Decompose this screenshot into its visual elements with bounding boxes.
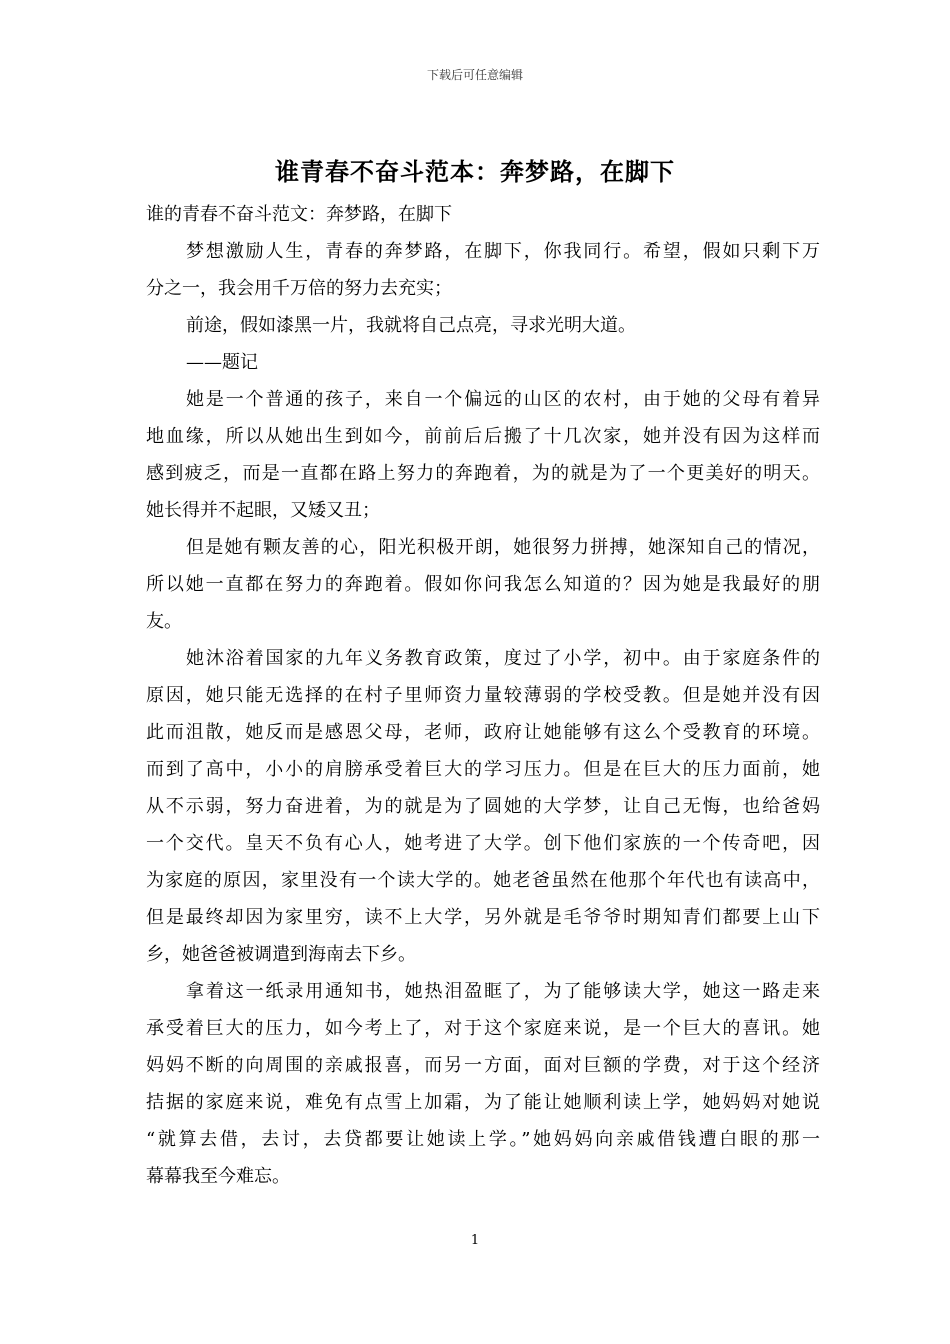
paragraph-line: 地血缘，所以从她出生到如今，前前后后搬了十几次家，她并没有因为这样而 xyxy=(146,426,820,447)
paragraph-line: 幕幕我至今难忘。 xyxy=(146,1166,290,1187)
document-body xyxy=(146,196,820,1195)
paragraph-line: 但是她有颗友善的心，阳光积极开朗，她很努力拼搏，她深知自己的情况， xyxy=(186,537,820,558)
paragraph-line: 她长得并不起眼，又矮又丑； xyxy=(146,500,380,521)
subtitle-line: 谁的青春不奋斗范文：奔梦路，在脚下 xyxy=(146,204,452,225)
paragraph-line: 分之一，我会用千万倍的努力去充实； xyxy=(146,278,452,299)
page-number: 1 xyxy=(470,1233,480,1248)
document-title: 谁青春不奋斗范本：奔梦路，在脚下 xyxy=(275,158,675,186)
paragraph-line: 她沐浴着国家的九年义务教育政策，度过了小学，初中。由于家庭条件的 xyxy=(186,648,820,669)
paragraph-line: 前途，假如漆黑一片，我就将自己点亮，寻求光明大道。 xyxy=(186,315,636,336)
paragraph-line: “就算去借，去讨，去贷都要让她读上学。”她妈妈向亲戚借钱遭白眼的那一 xyxy=(146,1129,820,1150)
paragraph-line: 妈妈不断的向周围的亲戚报喜，而另一方面，面对巨额的学费，对于这个经济 xyxy=(146,1055,820,1076)
paragraph-line: 感到疲乏，而是一直都在路上努力的奔跑着，为的就是为了一个更美好的明天。 xyxy=(146,463,820,484)
paragraph-line: 承受着巨大的压力，如今考上了，对于这个家庭来说，是一个巨大的喜讯。她 xyxy=(146,1018,820,1039)
paragraph-line: 原因，她只能无选择的在村子里师资力量较薄弱的学校受教。但是她并没有因 xyxy=(146,685,820,706)
paragraph-line: 所以她一直都在努力的奔跑着。假如你问我怎么知道的？因为她是我最好的朋 xyxy=(146,574,820,595)
paragraph-line: 为家庭的原因，家里没有一个读大学的。她老爸虽然在他那个年代也有读高中， xyxy=(146,870,820,891)
paragraph-line: 她是一个普通的孩子，来自一个偏远的山区的农村，由于她的父母有着异 xyxy=(186,389,820,410)
paragraph-line: 从不示弱，努力奋进着，为的就是为了圆她的大学梦，让自己无悔，也给爸妈 xyxy=(146,796,820,817)
paragraph-line: 但是最终却因为家里穷，读不上大学，另外就是毛爷爷时期知青们都要上山下 xyxy=(146,907,820,928)
paragraph-line: 拿着这一纸录用通知书，她热泪盈眶了，为了能够读大学，她这一路走来 xyxy=(186,981,820,1002)
paragraph-line: 乡，她爸爸被调遣到海南去下乡。 xyxy=(146,944,416,965)
paragraph-line: 友。 xyxy=(146,611,182,632)
paragraph-line: 拮据的家庭来说，难免有点雪上加霜，为了能让她顺利读上学，她妈妈对她说 xyxy=(146,1092,820,1113)
paragraph-line: 一个交代。皇天不负有心人，她考进了大学。创下他们家族的一个传奇吧，因 xyxy=(146,833,820,854)
paragraph-line: 梦想激励人生，青春的奔梦路，在脚下，你我同行。希望，假如只剩下万 xyxy=(186,241,820,262)
paragraph-line: 此而沮散，她反而是感恩父母，老师，政府让她能够有这么个受教育的环境。 xyxy=(146,722,820,743)
page-header-note: 下载后可任意编辑 xyxy=(426,68,523,82)
epigraph-attribution: ——题记 xyxy=(186,352,258,373)
paragraph-line: 而到了高中，小小的肩膀承受着巨大的学习压力。但是在巨大的压力面前，她 xyxy=(146,759,820,780)
